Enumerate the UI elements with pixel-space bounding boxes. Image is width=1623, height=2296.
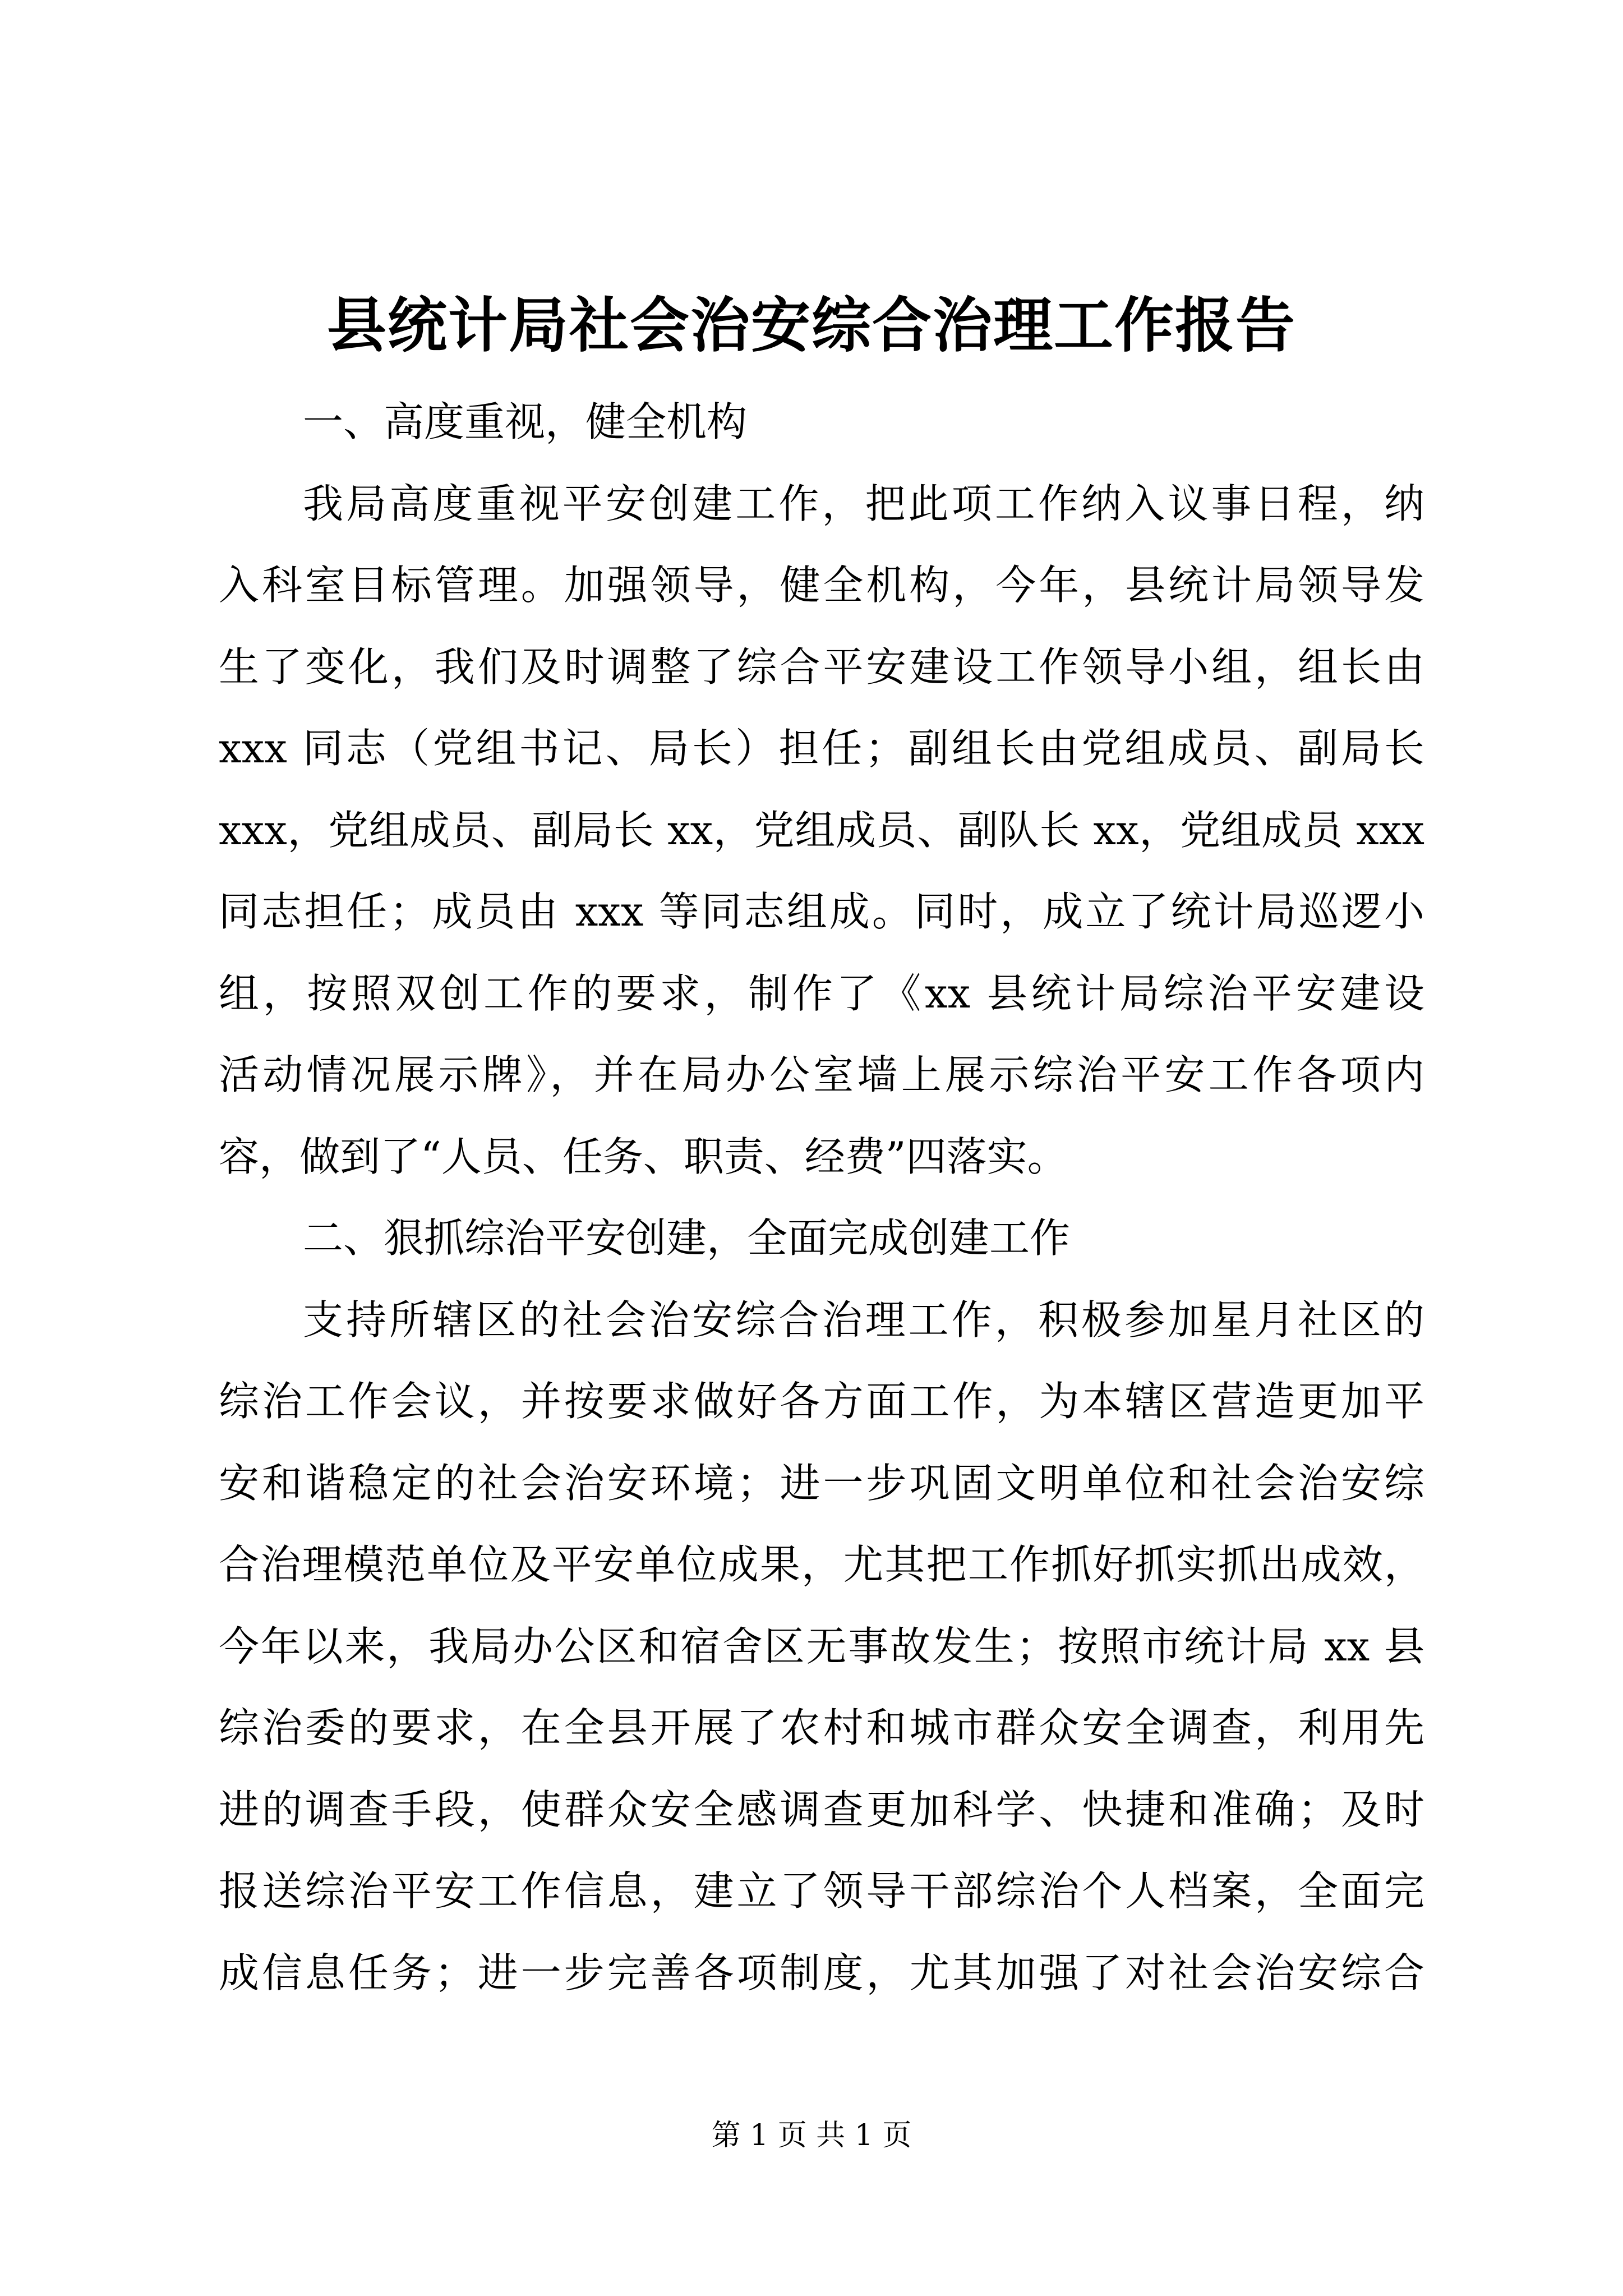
- text-line: 活动情况展示牌》，并在局办公室墙上展示综治平安工作各项内: [219, 1051, 1424, 1098]
- text-line: 容，做到了“人员、任务、职责、经费”四落实。: [219, 1133, 1068, 1180]
- text-line: 生了变化，我们及时调整了综合平安建设工作领导小组，组长由: [219, 643, 1424, 691]
- text-line: 一、高度重视，健全机构: [303, 398, 748, 445]
- text-line: 综治工作会议，并按要求做好各方面工作，为本辖区营造更加平: [219, 1378, 1424, 1425]
- text-line: 今年以来，我局办公区和宿舍区无事故发生；按照市统计局 xx 县: [219, 1622, 1424, 1670]
- text-line: 我局高度重视平安创建工作，把此项工作纳入议事日程，纳: [303, 480, 1424, 527]
- text-line: 二、狠抓综治平安创建，全面完成创建工作: [303, 1214, 1071, 1262]
- document-title: 县统计局社会治安综合治理工作报告: [327, 290, 1296, 360]
- text-line: xxx，党组成员、副局长 xx，党组成员、副队长 xx，党组成员 xxx: [219, 806, 1424, 854]
- text-line: 同志担任；成员由 xxx 等同志组成。同时，成立了统计局巡逻小: [219, 888, 1424, 935]
- text-line: 安和谐稳定的社会治安环境；进一步巩固文明单位和社会治安综: [219, 1459, 1424, 1507]
- text-line: 报送综治平安工作信息，建立了领导干部综治个人档案，全面完: [219, 1867, 1424, 1915]
- text-line: 成信息任务；进一步完善各项制度，尤其加强了对社会治安综合: [219, 1949, 1424, 1996]
- text-line: xxx 同志（党组书记、局长）担任；副组长由党组成员、副局长: [219, 725, 1424, 772]
- text-line: 支持所辖区的社会治安综合治理工作，积极参加星月社区的: [303, 1296, 1424, 1343]
- document-body: [219, 381, 1424, 2014]
- text-line: 综治委的要求，在全县开展了农村和城市群众安全调查，利用先: [219, 1704, 1424, 1751]
- text-line: 合治理模范单位及平安单位成果，尤其把工作抓好抓实抓出成效，: [219, 1541, 1424, 1588]
- text-line: 进的调查手段，使群众安全感调查更加科学、快捷和准确；及时: [219, 1786, 1424, 1833]
- page-footer: 第 1 页 共 1 页: [711, 2119, 912, 2152]
- text-line: 入科室目标管理。加强领导，健全机构，今年，县统计局领导发: [219, 562, 1424, 609]
- text-line: 组，按照双创工作的要求，制作了《xx 县统计局综治平安建设: [219, 969, 1424, 1017]
